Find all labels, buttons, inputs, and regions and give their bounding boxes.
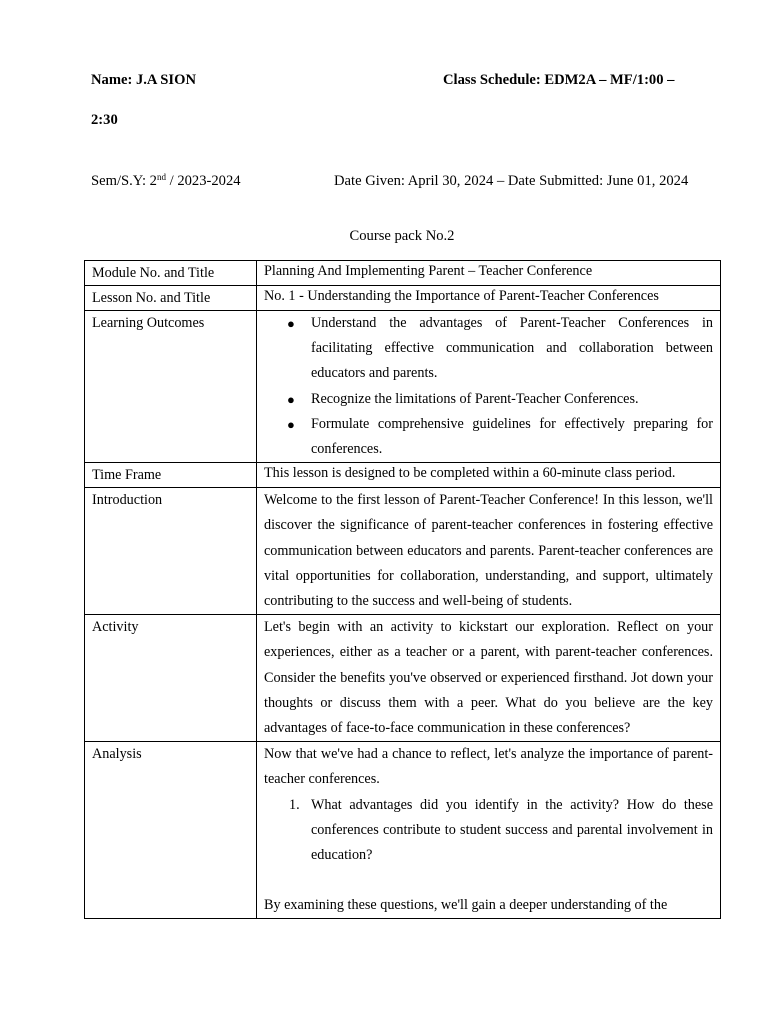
school-year: / 2023-2024 (165, 173, 241, 189)
question-text: What advantages did you identify in the activity? How do these conferences contribute to student success and parental involvement in education? (311, 796, 713, 864)
analysis-label: Analysis (85, 742, 257, 919)
table-row-lesson (85, 286, 721, 311)
table-row-outcomes (85, 311, 721, 463)
bullet-icon: ● (287, 391, 295, 407)
question-number: 1. (289, 796, 300, 813)
blank-line (264, 868, 713, 893)
list-item (287, 311, 713, 387)
outcome-text: Formulate comprehensive guidelines for effectively preparing for conferences. (311, 415, 713, 458)
analysis-closing: By examining these questions, we'll gain a deeper understanding of the (264, 897, 668, 914)
table-row-activity (85, 615, 721, 742)
time-frame-label: Time Frame (85, 463, 257, 488)
bullet-icon: ● (287, 416, 295, 432)
lesson-table (84, 260, 721, 919)
class-schedule: Class Schedule: EDM2A – MF/1:00 – (443, 72, 675, 88)
outcome-text: Understand the advantages of Parent-Teacher Conferences in facilitating effective communication and collaboration between educators and parents. (311, 315, 713, 382)
activity-value: Let's begin with an activity to kickstart our exploration. Reflect on your experiences, either as a teacher or a parent, with parent-teacher conferences. Consider the benefits you've observed or experienced firsthand. Jot down your thoughts or discuss them with a peer. What do you believe are the key advantages of face-to-face communication in these conferences? (257, 615, 721, 742)
semester-prefix: Sem/S.Y: 2 (91, 173, 157, 189)
analysis-value (257, 742, 721, 919)
introduction-value: Welcome to the first lesson of Parent-Teacher Conference! In this lesson, we'll discover the significance of parent-teacher conferences in fostering effective communication between educators and parents. Parent-teacher conferences are vital opportunities for collaboration, understanding, and support, ultimately contributing to the success and well-being of students. (257, 488, 721, 615)
semester-ordinal: nd (156, 172, 166, 182)
list-item (287, 412, 713, 462)
introduction-label: Introduction (85, 488, 257, 615)
student-name: Name: J.A SION (91, 72, 196, 88)
outcomes-list (264, 311, 713, 462)
class-schedule-continued: 2:30 (91, 112, 118, 128)
outcomes-value (257, 311, 721, 463)
module-value: Planning And Implementing Parent – Teacher Conference (257, 261, 721, 286)
time-frame-value: This lesson is designed to be completed within a 60-minute class period. (257, 463, 721, 488)
date-given-submitted: Date Given: April 30, 2024 – Date Submitted: June 01, 2024 (334, 173, 689, 189)
lesson-label: Lesson No. and Title (85, 286, 257, 311)
course-pack-title: Course pack No.2 (349, 228, 455, 244)
activity-label: Activity (85, 615, 257, 742)
analysis-intro: Now that we've had a chance to reflect, let's analyze the importance of parent-teacher conferences. (264, 746, 713, 788)
lesson-value: No. 1 - Understanding the Importance of Parent-Teacher Conferences (257, 286, 721, 311)
table-row-module (85, 261, 721, 286)
table-row-time-frame (85, 463, 721, 488)
module-label: Module No. and Title (85, 261, 257, 286)
outcome-text: Recognize the limitations of Parent-Teacher Conferences. (311, 390, 639, 407)
list-item (287, 387, 713, 412)
list-item (289, 793, 713, 869)
table-row-analysis (85, 742, 721, 919)
semester-school-year (91, 173, 241, 190)
analysis-questions (264, 793, 713, 869)
outcomes-label: Learning Outcomes (85, 311, 257, 463)
bullet-icon: ● (287, 316, 295, 331)
table-row-introduction (85, 488, 721, 615)
